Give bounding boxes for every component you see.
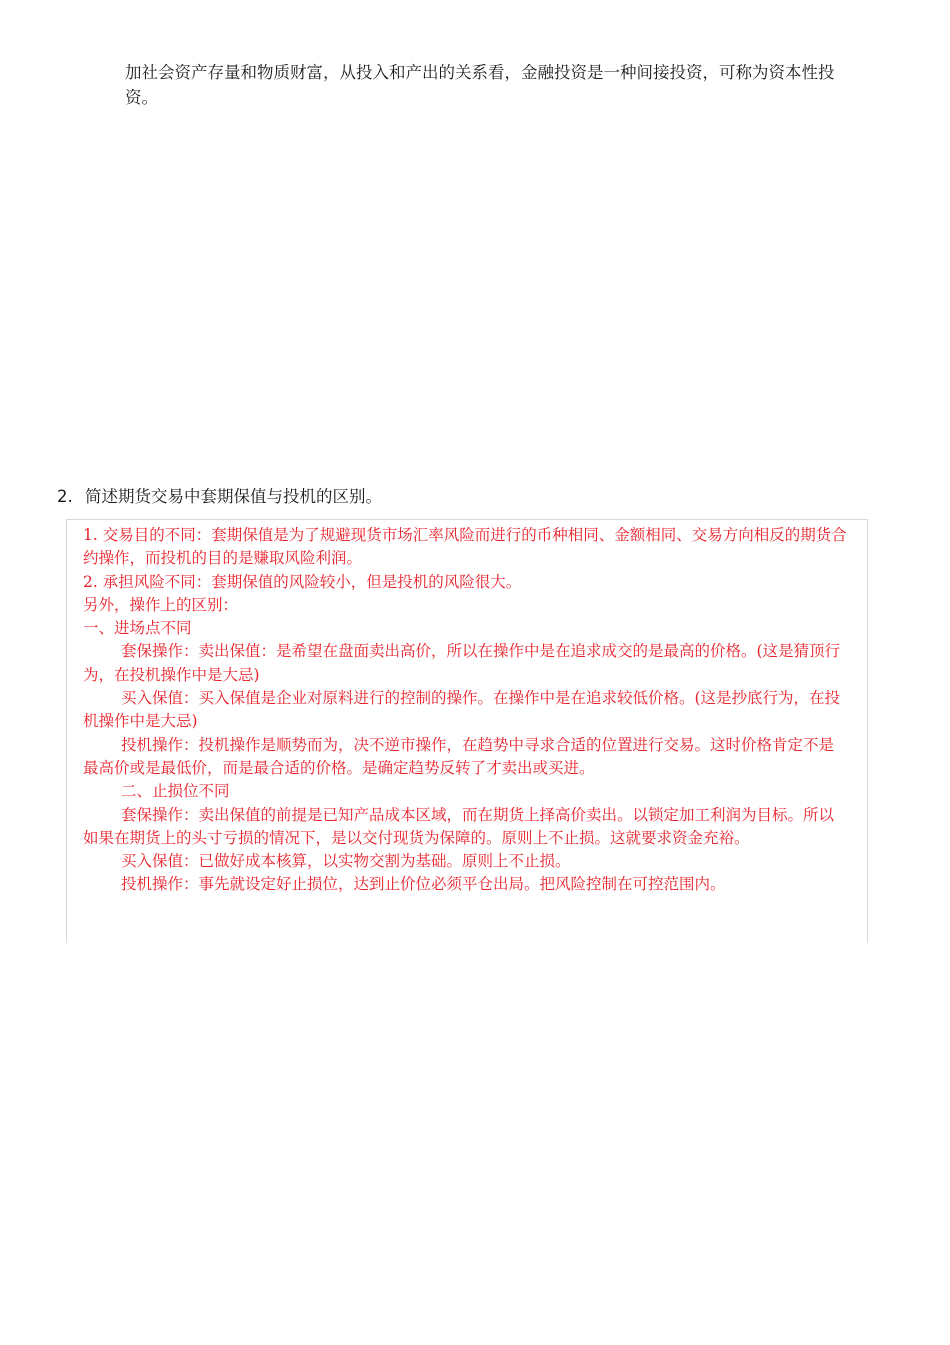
answer-hedge-sell-entry: 套保操作：卖出保值：是希望在盘面卖出高价，所以在操作中是在追求成交的是最高的价格。(这是猜顶行为，在投机操作中是大忌): [83, 642, 841, 684]
answer-image-box: [66, 519, 868, 943]
answer-hedge-buy-entry: 买入保值：买入保值是企业对原料进行的控制的操作。在操作中是在追求较低价格。(这是抄底行为，在投机操作中是大忌): [83, 689, 841, 731]
answer-point-2: 2. 承担风险不同：套期保值的风险较小，但是投机的风险很大。: [83, 572, 522, 591]
answer-hedge-sell-stoploss: 套保操作：卖出保值的前提是已知产品成本区域，而在期货上择高价卖出。以锁定加工利润为目标。所以如果在期货上的头寸亏损的情况下，是以交付现货为保障的。原则上不止损。这就要求资金充裕。: [83, 805, 835, 847]
answer-speculation-stoploss: 投机操作：事先就设定好止损位，达到止价位必须平仓出局。把风险控制在可控范围内。: [121, 875, 726, 894]
answer-speculation-entry: 投机操作：投机操作是顺势而为，决不逆市操作，在趋势中寻求合适的位置进行交易。这时价格肯定不是最高价或是最低价，而是最合适的价格。是确定趋势反转了才卖出或买进。: [83, 735, 835, 777]
answer-hedge-buy-stoploss: 买入保值：已做好成本核算，以实物交割为基础。原则上不止损。: [121, 852, 571, 871]
question-text: 简述期货交易中套期保值与投机的区别。: [85, 487, 382, 506]
question-heading: [57, 485, 382, 509]
answer-operations-intro: 另外，操作上的区别：: [83, 595, 239, 614]
answer-section-2-heading: 二、止损位不同: [121, 782, 230, 801]
continued-paragraph: 加社会资产存量和物质财富，从投入和产出的关系看，金融投资是一种间接投资，可称为资本性投资。: [125, 63, 835, 107]
answer-point-1: 1. 交易目的不同：套期保值是为了规避现货市场汇率风险而进行的币种相同、金额相同、交易方向相反的期货合约操作，而投机的目的是赚取风险利润。: [83, 526, 847, 568]
answer-section-1-heading: 一、进场点不同: [83, 619, 192, 638]
question-number: 2.: [57, 487, 73, 506]
